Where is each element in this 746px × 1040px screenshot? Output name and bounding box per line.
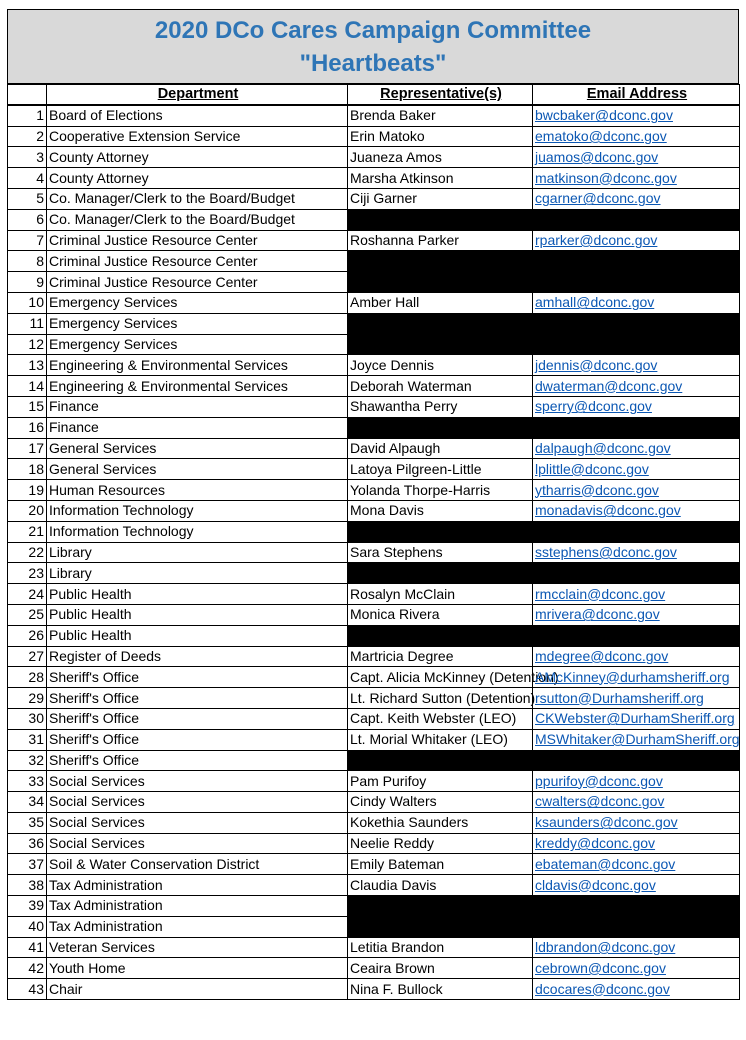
row-number: 10 bbox=[8, 292, 47, 313]
department-cell: Sheriff's Office bbox=[47, 688, 348, 709]
department-cell: Sheriff's Office bbox=[47, 708, 348, 729]
email-link[interactable]: bwcbaker@dconc.gov bbox=[533, 105, 740, 126]
representative-cell: Juaneza Amos bbox=[348, 147, 533, 168]
department-cell: Sheriff's Office bbox=[47, 667, 348, 688]
email-link[interactable]: matkinson@dconc.gov bbox=[533, 168, 740, 189]
representative-cell: Rosalyn McClain bbox=[348, 584, 533, 605]
email-link[interactable]: sstephens@dconc.gov bbox=[533, 542, 740, 563]
table-row bbox=[8, 584, 740, 605]
representative-cell: Yolanda Thorpe-Harris bbox=[348, 480, 533, 501]
representative-cell: Kokethia Saunders bbox=[348, 812, 533, 833]
department-cell: Public Health bbox=[47, 604, 348, 625]
email-cell-empty bbox=[533, 209, 740, 230]
row-number: 2 bbox=[8, 126, 47, 147]
row-number: 41 bbox=[8, 937, 47, 958]
department-cell: Criminal Justice Resource Center bbox=[47, 230, 348, 251]
row-number: 22 bbox=[8, 542, 47, 563]
row-number: 18 bbox=[8, 459, 47, 480]
table-row bbox=[8, 833, 740, 854]
department-cell: Finance bbox=[47, 396, 348, 417]
representative-cell-empty bbox=[348, 209, 533, 230]
representative-cell-empty bbox=[348, 916, 533, 937]
email-cell-empty bbox=[533, 251, 740, 272]
row-number: 3 bbox=[8, 147, 47, 168]
row-number: 42 bbox=[8, 958, 47, 979]
department-cell: Human Resources bbox=[47, 480, 348, 501]
table-row bbox=[8, 854, 740, 875]
department-cell: Youth Home bbox=[47, 958, 348, 979]
table-row bbox=[8, 958, 740, 979]
table-row bbox=[8, 521, 740, 542]
table-row bbox=[8, 667, 740, 688]
representative-cell-empty bbox=[348, 334, 533, 355]
page-subtitle: "Heartbeats" bbox=[299, 50, 447, 77]
table-row bbox=[8, 812, 740, 833]
department-cell: Criminal Justice Resource Center bbox=[47, 272, 348, 293]
header-number-cell bbox=[8, 85, 47, 106]
representative-cell: Mona Davis bbox=[348, 500, 533, 521]
email-cell-empty bbox=[533, 896, 740, 917]
email-cell-empty bbox=[533, 521, 740, 542]
representative-cell-empty bbox=[348, 313, 533, 334]
email-link[interactable]: ematoko@dconc.gov bbox=[533, 126, 740, 147]
spreadsheet bbox=[7, 9, 739, 1000]
representative-cell: Martricia Degree bbox=[348, 646, 533, 667]
table-row bbox=[8, 147, 740, 168]
row-number: 8 bbox=[8, 251, 47, 272]
email-link[interactable]: cldavis@dconc.gov bbox=[533, 875, 740, 896]
row-number: 15 bbox=[8, 396, 47, 417]
header-row bbox=[8, 85, 740, 106]
row-number: 38 bbox=[8, 875, 47, 896]
email-cell-empty bbox=[533, 625, 740, 646]
email-link[interactable]: cgarner@dconc.gov bbox=[533, 188, 740, 209]
email-cell-empty bbox=[533, 272, 740, 293]
header-department: Department bbox=[47, 85, 348, 106]
email-link[interactable]: cwalters@dconc.gov bbox=[533, 792, 740, 813]
row-number: 35 bbox=[8, 812, 47, 833]
email-cell-empty bbox=[533, 417, 740, 438]
email-cell-empty bbox=[533, 750, 740, 771]
representative-cell: Sara Stephens bbox=[348, 542, 533, 563]
department-cell: Co. Manager/Clerk to the Board/Budget bbox=[47, 188, 348, 209]
table-row bbox=[8, 563, 740, 584]
email-link[interactable]: ksaunders@dconc.gov bbox=[533, 812, 740, 833]
representative-cell: Erin Matoko bbox=[348, 126, 533, 147]
department-cell: Board of Elections bbox=[47, 105, 348, 126]
row-number: 19 bbox=[8, 480, 47, 501]
table-row bbox=[8, 792, 740, 813]
row-number: 23 bbox=[8, 563, 47, 584]
representative-cell: Lt. Richard Sutton (Detention) bbox=[348, 688, 533, 709]
representative-cell-empty bbox=[348, 563, 533, 584]
table-row bbox=[8, 313, 740, 334]
email-link[interactable]: MSWhitaker@DurhamSheriff.org bbox=[533, 729, 740, 750]
row-number: 24 bbox=[8, 584, 47, 605]
row-number: 9 bbox=[8, 272, 47, 293]
department-cell: Engineering & Environmental Services bbox=[47, 376, 348, 397]
row-number: 6 bbox=[8, 209, 47, 230]
email-link[interactable]: dalpaugh@dconc.gov bbox=[533, 438, 740, 459]
table-row bbox=[8, 272, 740, 293]
row-number: 13 bbox=[8, 355, 47, 376]
page-title: 2020 DCo Cares Campaign Committee bbox=[154, 17, 592, 44]
representative-cell: Capt. Keith Webster (LEO) bbox=[348, 708, 533, 729]
table-row bbox=[8, 646, 740, 667]
department-cell: Cooperative Extension Service bbox=[47, 126, 348, 147]
email-link[interactable]: sperry@dconc.gov bbox=[533, 396, 740, 417]
row-number: 36 bbox=[8, 833, 47, 854]
representative-cell: Emily Bateman bbox=[348, 854, 533, 875]
table-row bbox=[8, 334, 740, 355]
row-number: 27 bbox=[8, 646, 47, 667]
header-email: Email Address bbox=[533, 85, 740, 106]
email-link[interactable]: rparker@dconc.gov bbox=[533, 230, 740, 251]
email-link[interactable]: lplittle@dconc.gov bbox=[533, 459, 740, 480]
row-number: 26 bbox=[8, 625, 47, 646]
row-number: 34 bbox=[8, 792, 47, 813]
table-row bbox=[8, 729, 740, 750]
row-number: 4 bbox=[8, 168, 47, 189]
row-number: 21 bbox=[8, 521, 47, 542]
table-row bbox=[8, 708, 740, 729]
table-row bbox=[8, 604, 740, 625]
row-number: 20 bbox=[8, 500, 47, 521]
email-link[interactable]: cebrown@dconc.gov bbox=[533, 958, 740, 979]
table-row bbox=[8, 979, 740, 1000]
department-cell: Chair bbox=[47, 979, 348, 1000]
representative-cell: Neelie Reddy bbox=[348, 833, 533, 854]
table-row bbox=[8, 105, 740, 126]
table-row bbox=[8, 251, 740, 272]
row-number: 28 bbox=[8, 667, 47, 688]
department-cell: General Services bbox=[47, 459, 348, 480]
representative-cell: Letitia Brandon bbox=[348, 937, 533, 958]
representative-cell: Capt. Alicia McKinney (Detention) bbox=[348, 667, 533, 688]
row-number: 14 bbox=[8, 376, 47, 397]
email-link[interactable]: mrivera@dconc.gov bbox=[533, 604, 740, 625]
email-cell-empty bbox=[533, 334, 740, 355]
department-cell: Register of Deeds bbox=[47, 646, 348, 667]
title-banner bbox=[7, 9, 739, 84]
email-link[interactable]: kreddy@dconc.gov bbox=[533, 833, 740, 854]
table-row bbox=[8, 750, 740, 771]
representative-cell: Cindy Walters bbox=[348, 792, 533, 813]
email-link[interactable]: mdegree@dconc.gov bbox=[533, 646, 740, 667]
table-row bbox=[8, 209, 740, 230]
row-number: 37 bbox=[8, 854, 47, 875]
row-number: 1 bbox=[8, 105, 47, 126]
email-link[interactable]: CKWebster@DurhamSheriff.org bbox=[533, 708, 740, 729]
representative-cell-empty bbox=[348, 272, 533, 293]
email-link[interactable]: ppurifoy@dconc.gov bbox=[533, 771, 740, 792]
row-number: 5 bbox=[8, 188, 47, 209]
email-cell-empty bbox=[533, 563, 740, 584]
department-cell: Criminal Justice Resource Center bbox=[47, 251, 348, 272]
representative-cell: Deborah Waterman bbox=[348, 376, 533, 397]
representative-cell-empty bbox=[348, 750, 533, 771]
table-row bbox=[8, 625, 740, 646]
table-row bbox=[8, 688, 740, 709]
representative-cell-empty bbox=[348, 625, 533, 646]
representative-cell: David Alpaugh bbox=[348, 438, 533, 459]
representative-cell: Latoya Pilgreen-Little bbox=[348, 459, 533, 480]
department-cell: Tax Administration bbox=[47, 896, 348, 917]
department-cell: Information Technology bbox=[47, 521, 348, 542]
representative-cell: Amber Hall bbox=[348, 292, 533, 313]
department-cell: Public Health bbox=[47, 625, 348, 646]
department-cell: County Attorney bbox=[47, 168, 348, 189]
email-cell-empty bbox=[533, 916, 740, 937]
department-cell: Sheriff's Office bbox=[47, 729, 348, 750]
row-number: 12 bbox=[8, 334, 47, 355]
representative-cell: Lt. Morial Whitaker (LEO) bbox=[348, 729, 533, 750]
email-link[interactable]: amhall@dconc.gov bbox=[533, 292, 740, 313]
table-row bbox=[8, 188, 740, 209]
table-row bbox=[8, 230, 740, 251]
department-cell: General Services bbox=[47, 438, 348, 459]
email-link[interactable]: AMcKinney@durhamsheriff.org bbox=[533, 667, 740, 688]
email-link[interactable]: rsutton@Durhamsheriff.org bbox=[533, 688, 740, 709]
representative-cell: Pam Purifoy bbox=[348, 771, 533, 792]
representative-cell: Shawantha Perry bbox=[348, 396, 533, 417]
header-representative: Representative(s) bbox=[348, 85, 533, 106]
row-number: 16 bbox=[8, 417, 47, 438]
row-number: 30 bbox=[8, 708, 47, 729]
email-link[interactable]: dcocares@dconc.gov bbox=[533, 979, 740, 1000]
department-cell: Information Technology bbox=[47, 500, 348, 521]
representative-cell: Marsha Atkinson bbox=[348, 168, 533, 189]
department-cell: Social Services bbox=[47, 792, 348, 813]
representative-cell: Brenda Baker bbox=[348, 105, 533, 126]
representative-cell: Monica Rivera bbox=[348, 604, 533, 625]
department-cell: Engineering & Environmental Services bbox=[47, 355, 348, 376]
department-cell: Tax Administration bbox=[47, 875, 348, 896]
department-cell: Social Services bbox=[47, 771, 348, 792]
row-number: 33 bbox=[8, 771, 47, 792]
table-row bbox=[8, 126, 740, 147]
row-number: 43 bbox=[8, 979, 47, 1000]
row-number: 40 bbox=[8, 916, 47, 937]
email-link[interactable]: jdennis@dconc.gov bbox=[533, 355, 740, 376]
email-link[interactable]: ytharris@dconc.gov bbox=[533, 480, 740, 501]
email-link[interactable]: juamos@dconc.gov bbox=[533, 147, 740, 168]
table-row bbox=[8, 500, 740, 521]
department-cell: Finance bbox=[47, 417, 348, 438]
email-link[interactable]: ldbrandon@dconc.gov bbox=[533, 937, 740, 958]
table-row bbox=[8, 292, 740, 313]
representative-cell: Roshanna Parker bbox=[348, 230, 533, 251]
department-cell: Tax Administration bbox=[47, 916, 348, 937]
table-row bbox=[8, 396, 740, 417]
email-link[interactable]: dwaterman@dconc.gov bbox=[533, 376, 740, 397]
department-cell: Emergency Services bbox=[47, 313, 348, 334]
email-cell-empty bbox=[533, 313, 740, 334]
table-row bbox=[8, 355, 740, 376]
department-cell: County Attorney bbox=[47, 147, 348, 168]
email-link[interactable]: monadavis@dconc.gov bbox=[533, 500, 740, 521]
department-cell: Co. Manager/Clerk to the Board/Budget bbox=[47, 209, 348, 230]
department-cell: Veteran Services bbox=[47, 937, 348, 958]
department-cell: Library bbox=[47, 563, 348, 584]
representative-cell: Joyce Dennis bbox=[348, 355, 533, 376]
representative-cell-empty bbox=[348, 251, 533, 272]
table-row bbox=[8, 438, 740, 459]
table-row bbox=[8, 376, 740, 397]
table-row bbox=[8, 542, 740, 563]
department-cell: Social Services bbox=[47, 833, 348, 854]
row-number: 7 bbox=[8, 230, 47, 251]
department-cell: Library bbox=[47, 542, 348, 563]
table-row bbox=[8, 771, 740, 792]
table-row bbox=[8, 937, 740, 958]
representative-cell: Ceaira Brown bbox=[348, 958, 533, 979]
department-cell: Sheriff's Office bbox=[47, 750, 348, 771]
representative-cell: Ciji Garner bbox=[348, 188, 533, 209]
department-cell: Emergency Services bbox=[47, 292, 348, 313]
row-number: 17 bbox=[8, 438, 47, 459]
table-row bbox=[8, 875, 740, 896]
department-cell: Emergency Services bbox=[47, 334, 348, 355]
row-number: 29 bbox=[8, 688, 47, 709]
representative-cell: Nina F. Bullock bbox=[348, 979, 533, 1000]
row-number: 39 bbox=[8, 896, 47, 917]
committee-table bbox=[7, 84, 740, 1000]
table-row bbox=[8, 417, 740, 438]
department-cell: Public Health bbox=[47, 584, 348, 605]
table-row bbox=[8, 916, 740, 937]
table-row bbox=[8, 168, 740, 189]
row-number: 25 bbox=[8, 604, 47, 625]
table-row bbox=[8, 896, 740, 917]
row-number: 32 bbox=[8, 750, 47, 771]
email-link[interactable]: ebateman@dconc.gov bbox=[533, 854, 740, 875]
email-link[interactable]: rmcclain@dconc.gov bbox=[533, 584, 740, 605]
department-cell: Soil & Water Conservation District bbox=[47, 854, 348, 875]
representative-cell-empty bbox=[348, 521, 533, 542]
table-row bbox=[8, 480, 740, 501]
row-number: 11 bbox=[8, 313, 47, 334]
representative-cell-empty bbox=[348, 896, 533, 917]
representative-cell: Claudia Davis bbox=[348, 875, 533, 896]
table-row bbox=[8, 459, 740, 480]
row-number: 31 bbox=[8, 729, 47, 750]
representative-cell-empty bbox=[348, 417, 533, 438]
department-cell: Social Services bbox=[47, 812, 348, 833]
